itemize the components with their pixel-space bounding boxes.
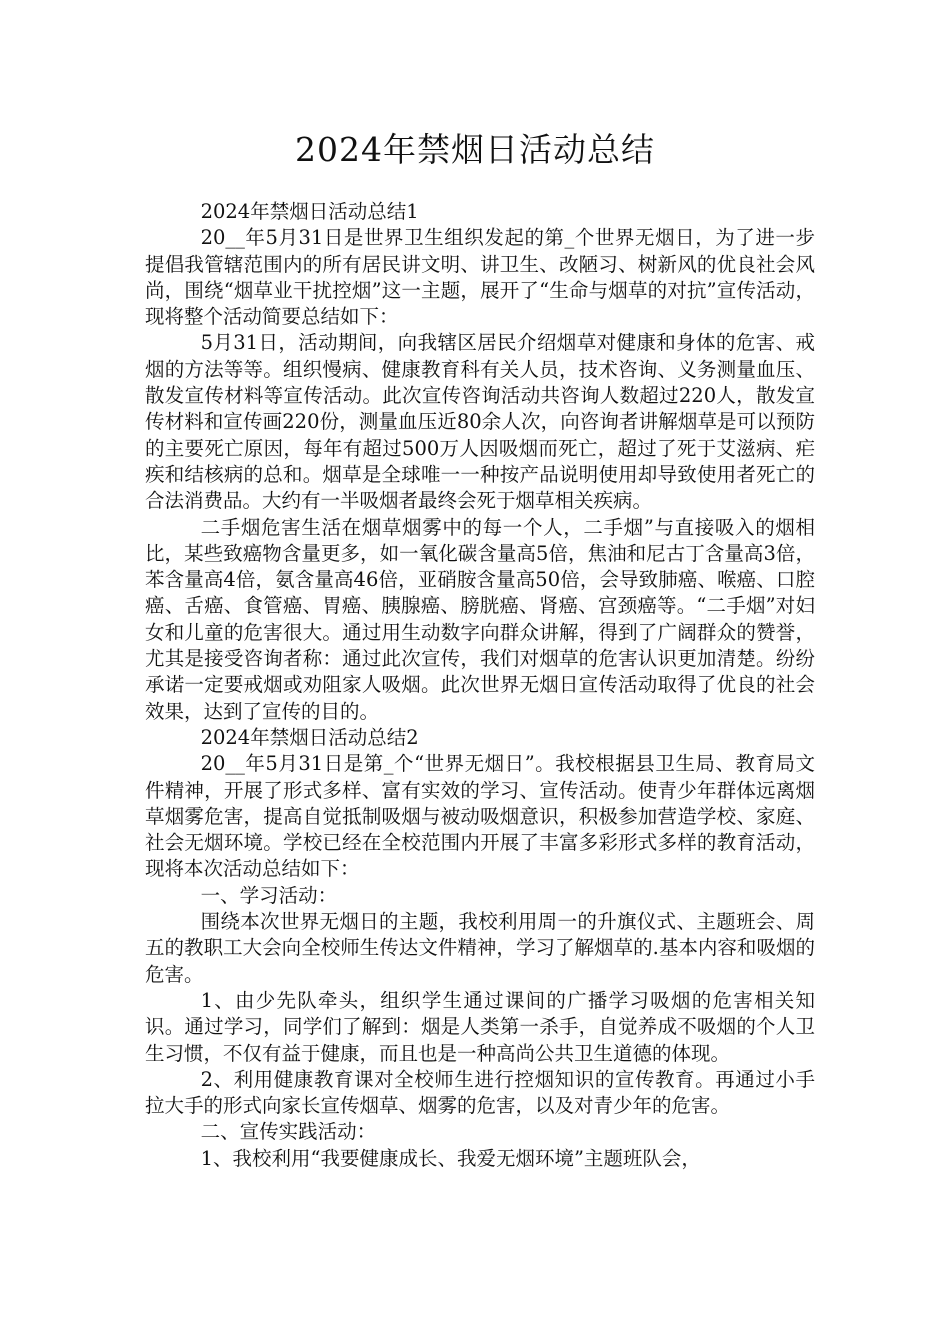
subsection-heading-study: 一、学习活动：	[200, 883, 338, 907]
paragraph: 20__年5月31日是第_个“世界无烟日”。我校根据县卫生局、教育局文件精神，开展了形式多样、富有实效的学习、宣传活动。使青少年群体远离烟草烟雾危害，提高自觉抵制吸烟与被动吸烟意识，积极参加营造学校、家庭、社会无烟环境。学校已经在全校范围内开展了丰富多彩形式多样的教育活动，现将本次活动总结如下：	[145, 752, 815, 881]
paragraph: 二手烟危害生活在烟草烟雾中的每一个人，二手烟”与直接吸入的烟相比，某些致癌物含量更多，如一氧化碳含量高5倍，焦油和尼古丁含量高3倍，苯含量高4倍，氨含量高46倍，亚硝胺含量高50倍，会导致肺癌、喉癌、口腔癌、舌癌、食管癌、胃癌、胰腺癌、膀胱癌、肾癌、宫颈癌等。“二手烟”对妇女和儿童的危害很大。通过用生动数字向群众讲解，得到了广阔群众的赞誉，尤其是接受咨询者称：通过此次宣传，我们对烟草的危害认识更加清楚。纷纷承诺一定要戒烟或劝阻家人吸烟。此次世界无烟日宣传活动取得了优良的社会效果，达到了宣传的目的。	[145, 515, 815, 723]
document-title: 2024年禁烟日活动总结	[295, 130, 655, 169]
paragraph: 围绕本次世界无烟日的主题，我校利用周一的升旗仪式、主题班会、周五的教职工大会向全校师生传达文件精神，学习了解烟草的.基本内容和吸烟的危害。	[145, 910, 815, 986]
paragraph: 1、我校利用“我要健康成长、我爱无烟环境”主题班队会，	[200, 1146, 701, 1170]
subsection-heading-practice: 二、宣传实践活动：	[200, 1120, 377, 1144]
section-heading-2: 2024年禁烟日活动总结2	[200, 725, 419, 749]
section-heading-1: 2024年禁烟日活动总结1	[200, 200, 419, 223]
paragraph: 1、由少先队牵头，组织学生通过课间的广播学习吸烟的危害相关知识。通过学习，同学们了解到：烟是人类第一杀手，自觉养成不吸烟的个人卫生习惯，不仅有益于健康，而且也是一种高尚公共卫生道德的体现。	[145, 988, 815, 1065]
paragraph: 5月31日，活动期间，向我辖区居民介绍烟草对健康和身体的危害、戒烟的方法等等。组织慢病、健康教育科有关人员，技术咨询、义务测量血压、散发宣传材料等宣传活动。此次宣传咨询活动共咨询人数超过220人，散发宣传材料和宣传画220份，测量血压近80余人次，向咨询者讲解烟草是可以预防的主要死亡原因，每年有超过500万人因吸烟而死亡，超过了死于艾滋病、疟疾和结核病的总和。烟草是全球唯一一种按产品说明使用却导致使用者死亡的合法消费品。大约有一半吸烟者最终会死于烟草相关疾病。	[145, 331, 815, 513]
paragraph: 20__年5月31日是世界卫生组织发起的第_个世界无烟日，为了进一步提倡我管辖范围内的所有居民讲文明、讲卫生、改陋习、树新风的优良社会风尚，围绕“烟草业干扰控烟”这一主题，展开了“生命与烟草的对抗”宣传活动，现将整个活动简要总结如下：	[145, 226, 815, 329]
document-body	[145, 199, 815, 1172]
paragraph: 2、利用健康教育课对全校师生进行控烟知识的宣传教育。再通过小手拉大手的形式向家长宣传烟草、烟雾的危害，以及对青少年的危害。	[145, 1067, 815, 1118]
